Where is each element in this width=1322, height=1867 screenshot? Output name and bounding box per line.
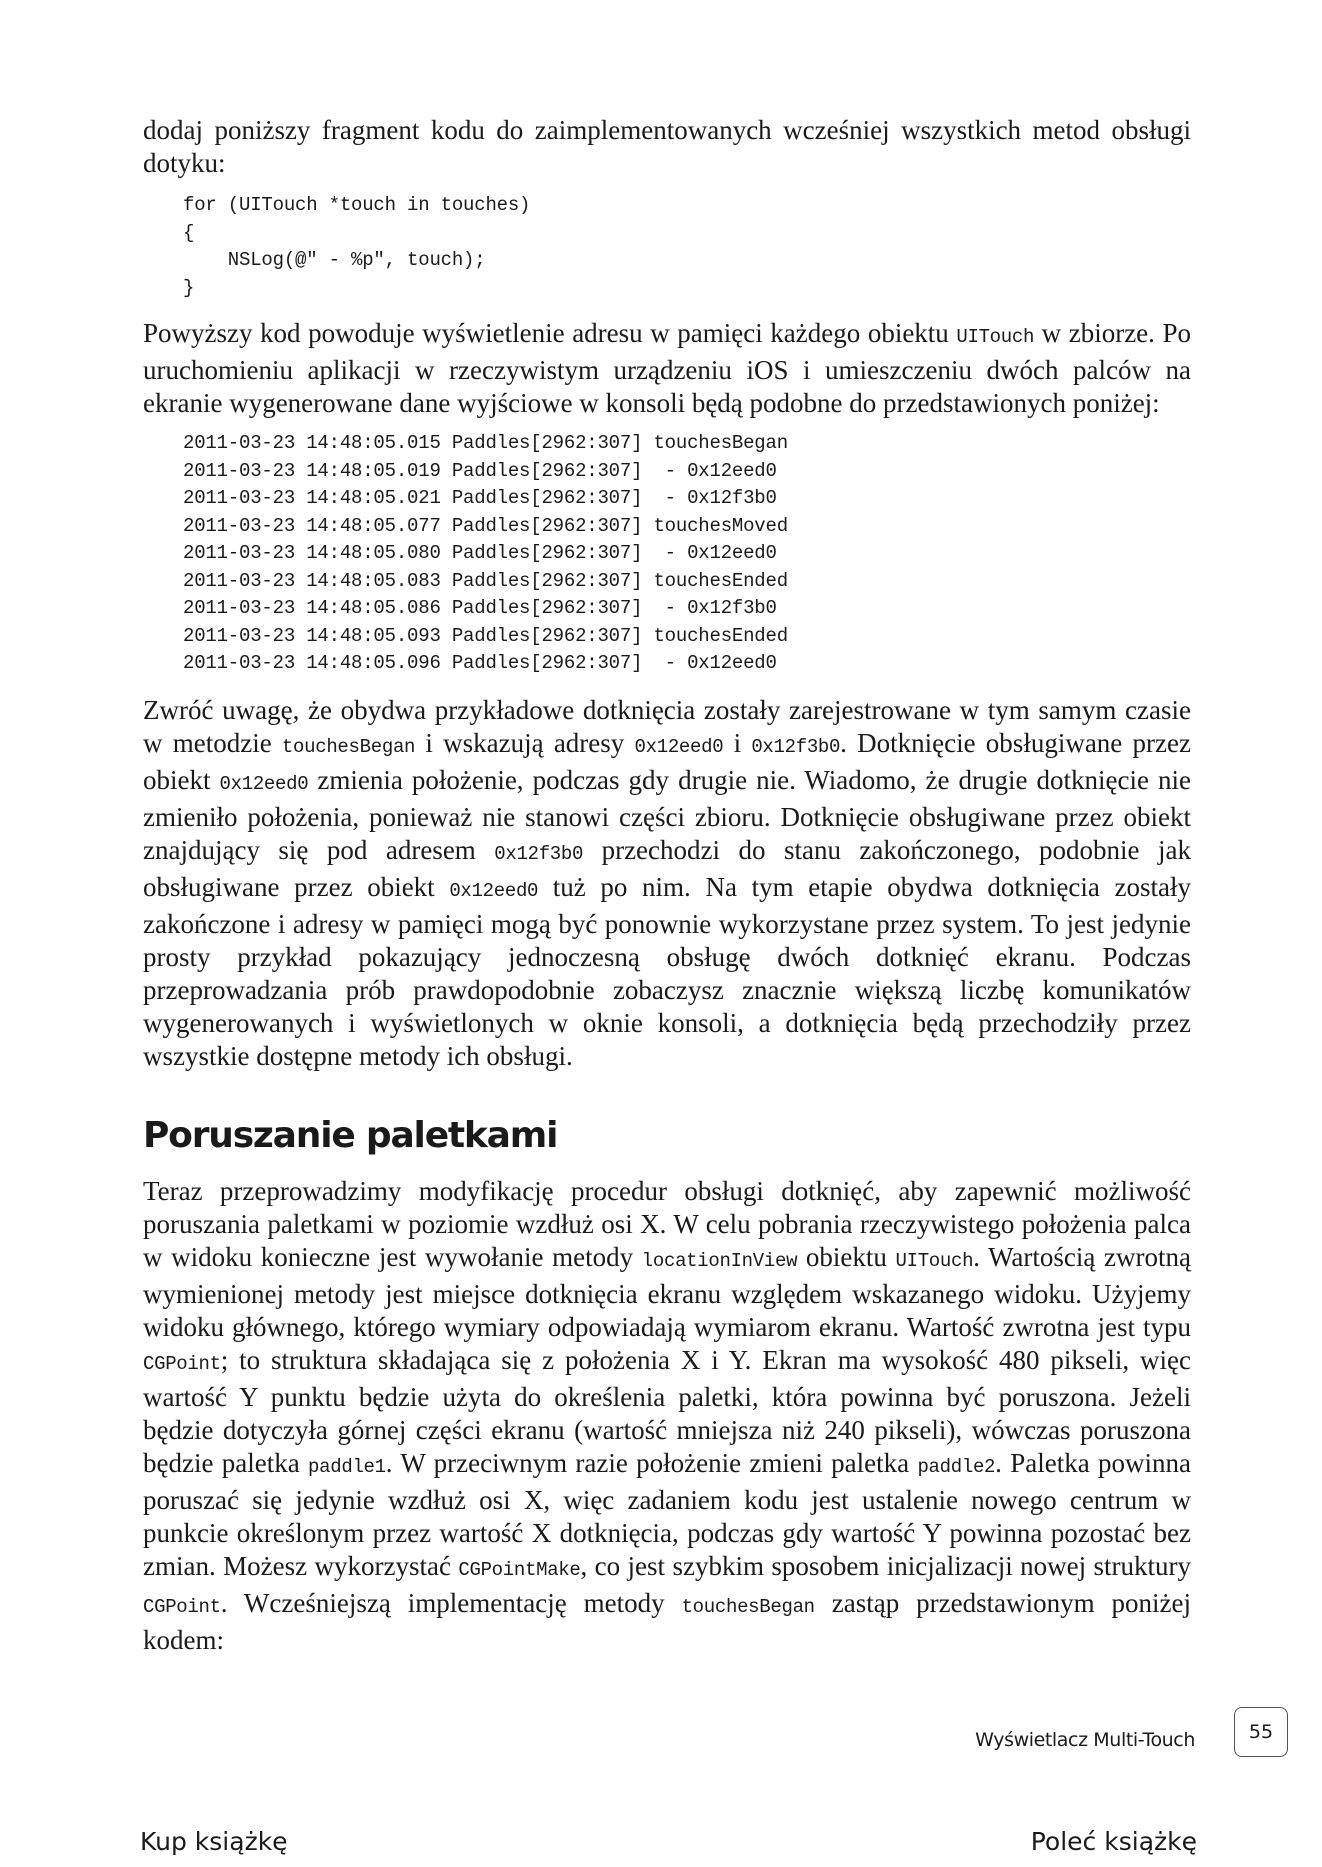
inline-code: 0x12eed0 xyxy=(634,735,724,758)
inline-code: UITouch xyxy=(956,326,1035,348)
paragraph-text: zmienia położenie, podczas gdy drugie nie. Wiadomo, że drugie dotknięcie nie zmieniło położenia, ponieważ nie stanowi części zbioru. Dotknięcie obsługiwane przez obiekt znajdujący się pod adresem xyxy=(143,764,1191,865)
code-block-nslog xyxy=(143,192,1191,302)
console-line: 2011-03-23 14:48:05.096 Paddles[2962:307] - 0x12eed0 xyxy=(183,652,777,674)
paragraph-text: Zwróć uwagę, że obydwa przykładowe dotknięcia zostały zarejestrowane w tym samym czasie w metodzie xyxy=(143,694,1191,758)
inline-code: paddle2 xyxy=(917,1455,996,1478)
inline-code: CGPoint xyxy=(143,1595,221,1618)
inline-code: 0x12eed0 xyxy=(449,879,539,902)
console-line: 2011-03-23 14:48:05.080 Paddles[2962:307] - 0x12eed0 xyxy=(183,542,777,564)
paragraph-text: ; to struktura składająca się z położenia X i Y. Ekran ma wysokość 480 pikseli, więc wartość Y punktu będzie użyta do określenia paletki, która powinna być poruszona. Jeżeli będzie dotyczyła górnej części ekranu (wartość mniejsza niż 240 pikseli), wówczas poruszona będzie paletka xyxy=(143,1344,1191,1478)
recommend-book-link[interactable]: Poleć książkę xyxy=(1030,1827,1197,1856)
console-line: 2011-03-23 14:48:05.086 Paddles[2962:307] - 0x12f3b0 xyxy=(183,597,777,619)
paragraph-explanation xyxy=(143,694,1191,1073)
code-line: { xyxy=(183,221,195,244)
paragraph-text: przechodzi do stanu zakończonego, podobnie jak obsługiwane przez obiekt xyxy=(143,834,1192,902)
paragraph-text: . Wartością zwrotną wymienionej metody jest miejsce dotknięcia ekranu względem wskazanego widoku. Użyjemy widoku głównego, którego wymiary odpowiadają wymiarom ekranu. Wartość zwrotna jest typu xyxy=(143,1241,1191,1342)
inline-code: locationInView xyxy=(641,1249,798,1272)
paragraph-output-intro xyxy=(143,317,1191,420)
paragraph-text: tuż po nim. Na tym etapie obydwa dotknięcia zostały zakończone i adresy w pamięci mogą być ponownie wykorzystane przez system. To jest jedynie prosty przykład pokazujący jednoczesną obsługę dwóch dotknięć ekranu. Podczas przeprowadzania prób prawdopodobnie zobaczysz znacznie większą liczbę komunikatów wygenerowanych i wyświetlonych w oknie konsoli, a dotknięcia będą przechodziły przez wszystkie dostępne metody ich obsługi. xyxy=(143,871,1191,1071)
buy-book-link[interactable]: Kup książkę xyxy=(140,1827,288,1856)
paragraph-intro xyxy=(143,114,1191,180)
code-line: for (UITouch *touch in touches) xyxy=(183,194,531,216)
inline-code: touchesBegan xyxy=(281,735,416,758)
paragraph-text: . Dotknięcie obsługiwane przez obiekt xyxy=(143,727,1191,795)
paragraph-text: . Wcześniejszą implementację metody xyxy=(220,1587,682,1618)
paragraph-text: Teraz przeprowadzimy modyfikację procedur obsługi dotknięć, aby zapewnić możliwość poruszania paletkami w poziomie wzdłuż osi X. W celu pobrania rzeczywistego położenia palca w widoku konieczne jest wywołanie metody xyxy=(143,1175,1191,1272)
paragraph-text: dodaj poniższy fragment kodu do zaimplementowanych wcześniej wszystkich metod obsługi dotyku: xyxy=(143,115,1191,178)
paragraph-text: obiektu xyxy=(797,1241,896,1272)
inline-code: touchesBegan xyxy=(681,1595,815,1618)
console-line: 2011-03-23 14:48:05.019 Paddles[2962:307] - 0x12eed0 xyxy=(183,459,777,482)
paragraph-text: i xyxy=(723,727,752,758)
inline-code: paddle1 xyxy=(308,1455,386,1478)
console-line: 2011-03-23 14:48:05.093 Paddles[2962:307] touchesEnded xyxy=(183,624,788,647)
inline-code: CGPointMake xyxy=(458,1558,581,1581)
console-line: 2011-03-23 14:48:05.083 Paddles[2962:307] touchesEnded xyxy=(183,569,788,592)
page-content xyxy=(143,114,1191,1657)
inline-code: 0x12f3b0 xyxy=(494,842,584,865)
code-block-console-output xyxy=(143,430,1191,678)
inline-code: 0x12f3b0 xyxy=(751,735,841,758)
console-line: 2011-03-23 14:48:05.077 Paddles[2962:307] touchesMoved xyxy=(183,514,788,537)
console-line: 2011-03-23 14:48:05.015 Paddles[2962:307] touchesBegan xyxy=(183,432,788,454)
paragraph-text: zastąp przedstawionym poniżej kodem: xyxy=(143,1587,1191,1655)
console-line: 2011-03-23 14:48:05.021 Paddles[2962:307] - 0x12f3b0 xyxy=(183,487,777,509)
inline-code: CGPoint xyxy=(143,1352,221,1375)
code-line: NSLog(@" - %p", touch); xyxy=(183,249,486,271)
paragraph-text: , co jest szybkim sposobem inicjalizacji nowej struktury xyxy=(580,1550,1191,1581)
paragraph-text: . W przeciwnym razie położenie zmieni paletka xyxy=(385,1447,918,1478)
code-line: } xyxy=(183,276,195,299)
paragraph-text: i wskazują adresy xyxy=(415,727,635,758)
paragraph-section-body xyxy=(143,1175,1191,1657)
paragraph-text: . Paletka powinna poruszać się jedynie wzdłuż osi X, więc zadaniem kodu jest ustalenie nowego centrum w punkcie określonym przez wartość X dotknięcia, podczas gdy wartość Y powinna pozostać bez zmian. Możesz wykorzystać xyxy=(143,1447,1191,1581)
paragraph-text: w zbiorze. Po uruchomieniu aplikacji w rzeczywistym urządzeniu iOS i umieszczeniu dwóch palców na ekranie wygenerowane dane wyjściowe w konsoli będą podobne do przedstawionych poniżej: xyxy=(143,318,1191,418)
section-heading: Poruszanie paletkami xyxy=(143,1114,558,1156)
page-number: 55 xyxy=(1234,1707,1288,1757)
inline-code: 0x12eed0 xyxy=(219,772,309,795)
inline-code: UITouch xyxy=(895,1249,974,1272)
running-footer-title: Wyświetlacz Multi-Touch xyxy=(975,1729,1195,1751)
paragraph-text: Powyższy kod powoduje wyświetlenie adresu w pamięci każdego obiektu xyxy=(143,318,957,348)
